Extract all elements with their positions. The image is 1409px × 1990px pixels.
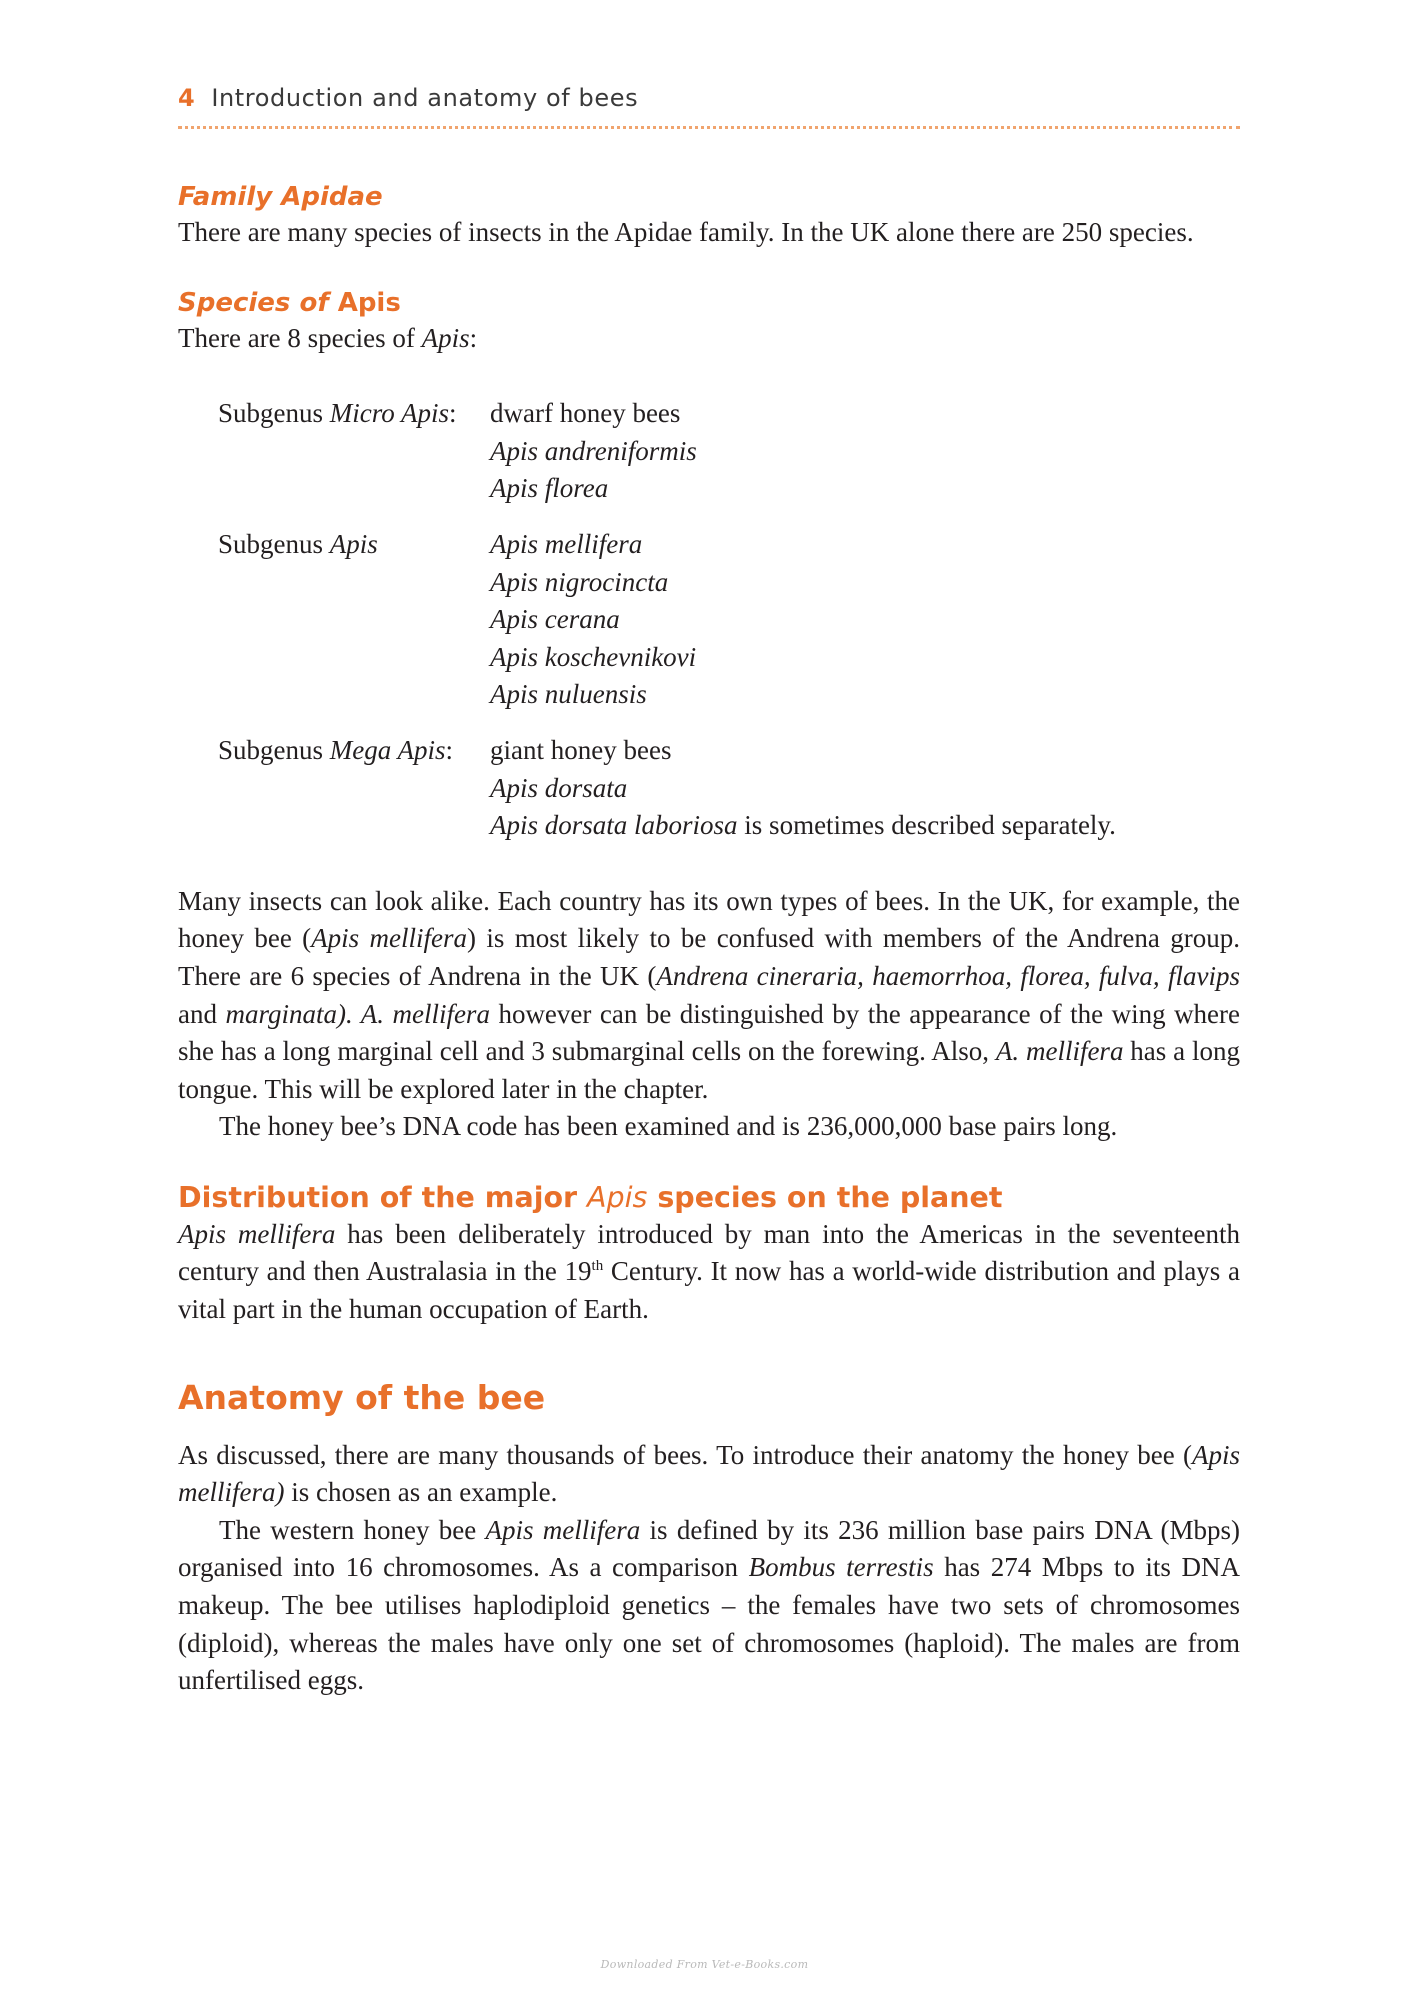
heading-species-part1: Species of xyxy=(178,287,329,318)
species-list xyxy=(218,395,1240,845)
anatomy-paragraph-1 xyxy=(178,1437,1240,1512)
species-name: Apis mellifera xyxy=(490,528,643,559)
group-description: dwarf honey bees xyxy=(490,398,681,429)
text-run-italic: marginata). A. mellifera xyxy=(225,998,490,1029)
header-dotted-rule xyxy=(178,126,1240,129)
subgenus-colon: : xyxy=(445,734,454,765)
text-run: ) is most likely to be confused with members of the Andrena group. There are 6 species of Andrena in the UK ( xyxy=(178,923,1241,991)
species-note xyxy=(490,807,1116,845)
species-note-text: is sometimes described separately. xyxy=(737,810,1116,841)
text-run: however can be distinguished by the appearance of the wing where she has a long marginal cell and 3 submarginal cells on the forewing. Also, xyxy=(178,998,1241,1067)
species-intro xyxy=(178,320,1240,358)
species-name: Apis dorsata laboriosa xyxy=(490,810,738,841)
text-run: Many insects can look alike. Each country has its own types of bees. In the UK, for example, the honey bee ( xyxy=(178,885,1240,954)
species-name: Apis koschevnikovi xyxy=(490,641,697,672)
text-run-italic: Apis mellifera xyxy=(178,1218,336,1249)
text-run: has been deliberately introduced by man into the Americas in the seventeenth century and then Australasia in the 19 xyxy=(178,1218,1240,1287)
subgenus-micro-apis xyxy=(218,395,1240,508)
subgenus-word: Subgenus xyxy=(218,734,330,765)
subgenus-label xyxy=(218,395,490,508)
page-number: 4 xyxy=(178,84,196,112)
superscript: th xyxy=(591,1258,604,1275)
text-run: is chosen as an example. xyxy=(284,1477,558,1508)
species-name: Apis andreniformis xyxy=(490,435,697,466)
running-header xyxy=(178,84,1240,112)
species-names xyxy=(490,395,697,508)
distribution-paragraph xyxy=(178,1216,1240,1329)
heading-species-part2: Apis xyxy=(337,287,401,318)
text-run: As discussed, there are many thousands of bees. To introduce their anatomy the honey bee ( xyxy=(178,1439,1192,1470)
text-run: The western honey bee xyxy=(219,1514,486,1545)
subgenus-name: Mega Apis xyxy=(329,734,446,765)
text-run: and xyxy=(178,998,226,1029)
family-paragraph: There are many species of insects in the Apidae family. In the UK alone there are 250 species. xyxy=(178,217,1194,247)
heading-family-apidae: Family Apidae xyxy=(178,182,383,212)
heading-part: Distribution of the major xyxy=(178,1180,588,1214)
species-name: Apis florea xyxy=(490,473,609,504)
page-content xyxy=(178,180,1240,1700)
dna-paragraph: The honey bee’s DNA code has been examined and is 236,000,000 base pairs long. xyxy=(219,1111,1118,1142)
text-run-italic: Bombus terrestis xyxy=(748,1552,934,1583)
group-description: giant honey bees xyxy=(490,734,672,765)
species-intro-genus: Apis xyxy=(421,322,470,353)
heading-anatomy: Anatomy of the bee xyxy=(178,1377,546,1417)
text-run: has a long tongue. This will be explored later in the chapter. xyxy=(178,1036,1241,1104)
running-title: Introduction and anatomy of bees xyxy=(211,84,639,112)
species-name: Apis nigrocincta xyxy=(490,566,669,597)
text-run-italic: Apis mellifera xyxy=(485,1514,641,1545)
species-name: Apis nuluensis xyxy=(490,679,647,710)
subgenus-colon: : xyxy=(449,398,457,429)
text-run-italic: Apis mellifera) xyxy=(178,1439,1240,1508)
lookalike-paragraph xyxy=(178,883,1240,1109)
species-intro-colon: : xyxy=(469,322,478,353)
text-run-italic: Apis mellifera xyxy=(311,923,468,954)
text-run: is defined by its 236 million base pairs DNA (Mbps) organised into 16 chromosomes. As a comparison xyxy=(178,1514,1241,1583)
subgenus-name: Micro Apis xyxy=(329,398,450,429)
species-names xyxy=(490,732,1116,845)
heading-species-of-apis xyxy=(178,286,1240,320)
heading-distribution xyxy=(178,1180,1240,1216)
subgenus-name: Apis xyxy=(329,528,378,559)
subgenus-mega-apis xyxy=(218,732,1240,845)
download-watermark: Downloaded From Vet-e-Books.com xyxy=(600,1958,809,1971)
subgenus-word: Subgenus xyxy=(218,398,330,429)
text-run: Century. It now has a world-wide distribution and plays a vital part in the human occupation of Earth. xyxy=(178,1256,1240,1325)
species-intro-text: There are 8 species of xyxy=(178,322,422,353)
anatomy-paragraph-2 xyxy=(178,1512,1240,1700)
species-names xyxy=(490,526,696,714)
text-run: has 274 Mbps to its DNA makeup. The bee utilises haplodiploid genetics – the females have two sets of chromosomes (diploid), whereas the males have only one set of chromosomes (haploid). The males are from unfertilised eggs. xyxy=(178,1552,1240,1696)
heading-part-italic: Apis xyxy=(587,1180,648,1214)
text-run-italic: Andrena cineraria, haemorrhoa, florea, fulva, flavips xyxy=(656,960,1241,991)
subgenus-label xyxy=(218,732,490,845)
heading-part: species on the planet xyxy=(647,1180,1003,1214)
text-run-italic: A. mellifera xyxy=(995,1036,1124,1067)
species-name: Apis dorsata xyxy=(490,772,628,803)
subgenus-apis xyxy=(218,526,1240,714)
species-name: Apis cerana xyxy=(490,604,620,635)
subgenus-word: Subgenus xyxy=(218,528,330,559)
subgenus-label xyxy=(218,526,490,714)
